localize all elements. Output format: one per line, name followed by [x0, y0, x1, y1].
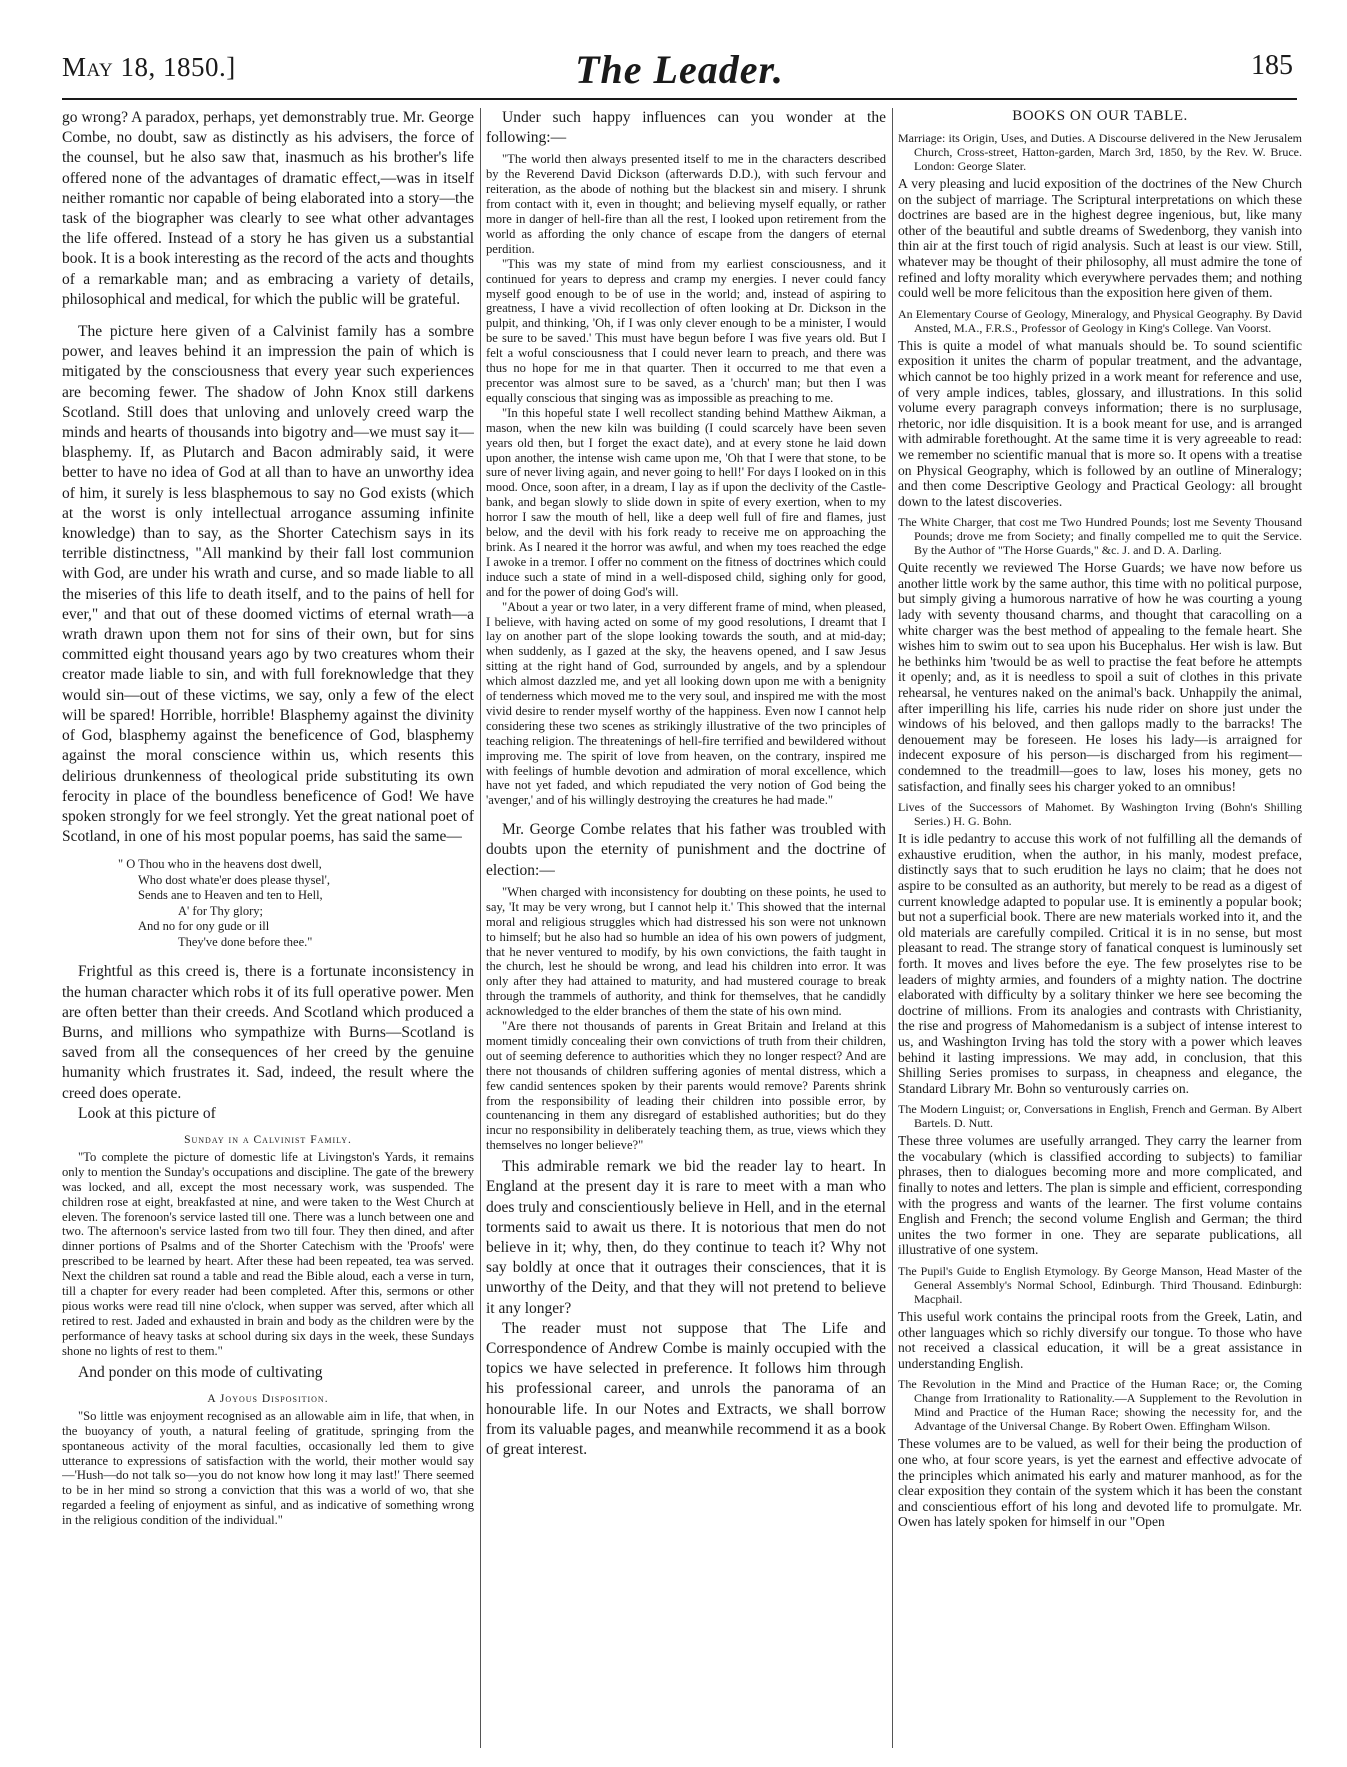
- book-title-entry: The Pupil's Guide to English Etymology. By George Manson, Head Master of the General Assembly's Normal School, Edinburgh. Third Thousand. Edinburgh: Macphail.: [898, 1264, 1302, 1307]
- paragraph: Under such happy influences can you wonder at the following:—: [486, 109, 886, 147]
- column-left: [62, 108, 474, 1748]
- column-middle: [486, 108, 886, 1748]
- column-right: [898, 108, 1302, 1748]
- paragraph: Mr. George Combe relates that his father was troubled with doubts upon the eternity of punishment and the doctrine of election:—: [486, 821, 886, 879]
- paragraph: Look at this picture of: [78, 1104, 216, 1122]
- poem-line: Who dost whate'er does please thysel',: [138, 872, 330, 887]
- paragraph: The picture here given of a Calvinist family has a sombre power, and leaves behind it an impression the pain of which is mitigated by the consciousness that every year such experiences are becoming fewer. The shadow of John Knox still darkens Scotland. Still does that unloving and unlovely creed warp the minds and hearts of thousands into bigotry and—we must say it—blasphemy. If, as Plutarch and Bacon admirably said, it were better to have no idea of God at all than to have an unworthy idea of him, it surely is less blasphemous to say no God exists (which at the worst is only intellectual arrogance assuming infinite knowledge) than to say, as the Shorter Catechism says in its terrible distinctness, "All mankind by their fall lost communion with God, are under his wrath and curse, and so made liable to all the miseries of this life to death itself, and to the pains of hell for ever," and that out of these doomed victims of eternal wrath—a wrath drawn upon them not for sins of their own, but for sins committed eight thousand years ago by two creatures whom their creator made liable to sin, and with full foreknowledge that they would sin—out of these victims, we say, only a few of the elect will be spared! Horrible, horrible! Blasphemy against the divinity of God, blasphemy against the beneficence of God, blasphemy against the moral conscience within us, which resents this delirious drunkenness of theological pride substituting its own ferocity in place of the boundless beneficence of God! We have spoken strongly for we feel strongly. Yet the great national poet of Scotland, in one of his most popular poems, has said the same—: [62, 323, 474, 846]
- book-title-entry: The White Charger, that cost me Two Hundred Pounds; lost me Seventy Thousand Pounds; drove me from Society; and finally compelled me to quit the Service. By the Author of "The Horse Guards," &c. J. and D. A. Darling.: [898, 515, 1302, 558]
- masthead: [62, 48, 1297, 100]
- poem-line: A' for Thy glory;: [178, 903, 263, 918]
- book-title-entry: Marriage: its Origin, Uses, and Duties. A Discourse delivered in the New Jerusalem Church, Cross-street, Hatton-garden, March 3rd, 1850, by the Rev. W. Bruce. London: George Slater.: [898, 131, 1302, 173]
- book-review: It is idle pedantry to accuse this work of not fulfilling all the demands of exhaustive erudition, when the author, in his manly, modest preface, distinctly says that to such erudition he lays no claim; that he does not aspire to be consulted as an authority, but merely to be read as a digest of current knowledge adapted to popular use. It is eminently a popular book; but not a superficial book. There are new materials worked into it, and the old materials are carefully compiled. Critical it is in no sense, but most pleasant to read. The strange story of fanatical conquest is luminously set forth. It moves and lives before the eye. The few proselytes rise to be leaders of mighty armies, and founders of a mighty nation. The doctrine elaborated with difficulty by a solitary thinker we here see becoming the doctrine of millions. From its analogies and contrasts with Christianity, the rise and progress of Mahomedanism is a subject of intense interest to us, and Washington Irving has told the story with a power which leaves behind it lasting impressions. We may add, in conclusion, that this Shilling Series promises to surpass, in cheapness and elegance, the Standard Library Mr. Bohn so venturously carries on.: [898, 831, 1302, 1096]
- poem-quote: [118, 857, 474, 950]
- section-subheading: A Joyous Disposition.: [207, 1392, 329, 1405]
- section-subheading: Sunday in a Calvinist Family.: [184, 1133, 352, 1146]
- poem-line: They've done before thee.": [178, 934, 313, 949]
- paragraph: This admirable remark we bid the reader lay to heart. In England at the present day it is rare to meet with a man who does truly and conscientiously believe in Hell, and in the eternal torments said to await us there. It is notorious that men do not believe in it; why, then, do they continue to teach it? Why not say boldly at once that it outrages their consciences, that it is unworthy of the Deity, and that they will not pretend to believe it any longer?: [486, 1158, 886, 1317]
- block-quote: "So little was enjoyment recognised as an allowable aim in life, that when, in the buoyancy of youth, a natural feeling of gratitude, springing from the spontaneous activity of the moral faculties, occasionally led them to give utterance to expressions of satisfaction with the world, their mother would say—'Hush—do not talk so—you do not know how long it may last!' There seemed to be in her mind so strong a conviction that this was a world of wo, that she regarded a feeling of enjoyment as sinful, and as indicative of something wrong in the religious condition of the individual.": [62, 1408, 474, 1528]
- newspaper-title: The Leader.: [575, 47, 784, 92]
- block-quote: "To complete the picture of domestic life at Livingston's Yards, it remains only to mention the Sunday's occupations and discipline. The gate of the brewery was locked, and all, except the most necessary work, was suspended. The children rose at eight, breakfasted at nine, and were taken to the West Church at eleven. The forenoon's service lasted till one. There was a lunch between one and two. The afternoon's service lasted from two till four. They then dined, and after dinner portions of Psalms and of the Shorter Catechism with the 'Proofs' were prescribed to be learned by heart. After these had been repeated, tea was served. Next the children sat round a table and read the Bible aloud, each a verse in turn, till a chapter for every reader had been completed. After this, sermons or other pious works were read till nine o'clock, when supper was served, after which all retired to rest. Jaded and exhausted in brain and body as the children were by the performance of heavy tasks at school during six days in the week, these Sundays shone no lights of rest to them.": [62, 1149, 474, 1358]
- block-quote: "In this hopeful state I well recollect standing behind Matthew Aikman, a mason, when the new kiln was building (I could scarcely have been seven years old then, but I forget the exact date), and at every stone he laid down upon another, the intense wish came upon me, 'Oh that I were that stone, to be sure of never living again, and never going to hell!' For days I looked on in this mood. Once, soon after, in a dream, I lay as if upon the declivity of the Castle-bank, and began slowly to slide down in spite of every exertion, when to my horror I saw the mouth of hell, like a deep well full of fire and flames, just below, and the devil with his fork ready to receive me on approaching the brink. As I neared it the horror was awful, and when my toes reached the edge I awoke in a tremor. I offer no comment on the fitness of doctrines which could induce such a state of mind in a well-disposed child, sighing only for good, and for the power of doing God's will.: [486, 405, 886, 599]
- paragraph: Frightful as this creed is, there is a fortunate inconsistency in the human character which robs it of its full operative power. Men are often better than their creeds. And Scotland which produced a Burns, and millions who sympathize with Burns—Scotland is saved from all the consequences of her creed by the genuine humanity which frustrates it. Sad, indeed, the result where the creed does operate.: [62, 963, 474, 1102]
- book-title-entry: The Revolution in the Mind and Practice of the Human Race; or, the Coming Change from Irrationality to Rationality.—A Supplement to the Revolution in Mind and Practice of the Human Race; showing the necessity for, and the Advantage of the Universal Change. By Robert Owen. Effingham Wilson.: [898, 1377, 1302, 1434]
- book-title-entry: Lives of the Successors of Mahomet. By Washington Irving (Bohn's Shilling Series.) H. G. Bohn.: [898, 800, 1302, 829]
- book-review: This useful work contains the principal roots from the Greek, Latin, and other languages which so richly diversify our tongue. To those who have not received a classical education, it will be a great assistance in understanding English.: [898, 1309, 1302, 1371]
- book-review: This is quite a model of what manuals should be. To sound scientific exposition it unites the charm of popular treatment, and the advantage, which cannot be too highly prized in a work meant for reference and use, of very ample indices, tables, glossary, and illustrations. In this solid volume every paragraph conveys information; there is no surplusage, rhetoric, nor idle disquisition. It is a book meant for use, and is arranged with admirable forethought. At the same time it is very agreeable to read: we remember no scientific manual that is more so. It opens with a treatise on Physical Geography, which is followed by an outline of Mineralogy; and then come Descriptive Geology and Practical Geology: all brought down to the latest discoveries.: [898, 337, 1302, 509]
- book-title-entry: An Elementary Course of Geology, Mineralogy, and Physical Geography. By David Ansted, M.A., F.R.S., Professor of Geology in King's College. Van Voorst.: [898, 306, 1302, 335]
- column-divider: [892, 108, 893, 1748]
- page-number: 185: [1251, 50, 1293, 81]
- poem-line: Sends ane to Heaven and ten to Hell,: [138, 888, 323, 903]
- books-heading: BOOKS ON OUR TABLE.: [1012, 108, 1188, 124]
- book-review: These volumes are to be valued, as well for their being the production of one who, at four score years, is yet the earnest and effective advocate of the principles which animated his early and maturer manhood, as for the clear exposition they contain of the system which it has been the constant and conscientious effort of his long and devoted life to promulgate. Mr. Owen has lately spoken for himself in our "Open: [898, 1436, 1302, 1530]
- issue-date: May 18, 1850.]: [62, 52, 236, 82]
- book-title-entry: The Modern Linguist; or, Conversations in English, French and German. By Albert Bartels. D. Nutt.: [898, 1102, 1302, 1131]
- poem-line: " O Thou who in the heavens dost dwell,: [118, 857, 322, 872]
- paragraph: The reader must not suppose that The Life and Correspondence of Andrew Combe is mainly occupied with the topics we have selected in preference. It follows him through his professional career, and unrols the panorama of an honourable life. In our Notes and Extracts, we shall borrow from its valuable pages, and meanwhile recommend it as a book of great interest.: [486, 1319, 886, 1459]
- book-review: Quite recently we reviewed The Horse Guards; we have now before us another little work by the same author, this time with no political purpose, but simply giving a humorous narrative of how he was courting a young lady with seventy thousand charms, and thought that caracolling on a white charger was the best method of appealing to the female heart. She wishes him to swim out to sea upon his Bucephalus. Her wish is law. But he bethinks him 'twould be as well to practise the feat before he attempts it openly; and, as it is needless to spoil a suit of clothes in this private rehearsal, he ventures naked on the animal's back. Unhappily the animal, after imperilling his life, carries his nude rider on shore just under the windows of his beloved, and then gallops madly to the barracks! The denouement may be foreseen. He loses his lady—is arraigned for indecent exposure of his person—is discharged from his regiment—condemned to the treadmill—goes to law, loses his money, gets no satisfaction, and finally sees his charger yoked to an omnibus!: [898, 560, 1302, 794]
- book-review: A very pleasing and lucid exposition of the doctrines of the New Church on the subject of marriage. The Scriptural interpretations on which these doctrines are based are in the highest degree ingenious, but, like many other of the beautiful and subtle dreams of Swedenborg, they vanish into thin air at the first touch of rigid analysis. Such at least is our view. Still, whatever may be thought of their philosophy, all must admire the tone of refined and lofty morality which everywhere pervades them; and nothing could well be more felicitous than the exposition here given of them.: [898, 176, 1302, 301]
- block-quote: "Are there not thousands of parents in Great Britain and Ireland at this moment timidly concealing their own convictions of truth from their children, out of seeming deference to authorities which they no longer respect? And are there not thousands of children suffering agonies of mental distress, which a few candid sentences spoken by their parents would remove? Parents shrink from the responsibility of leading their children into possible error, by countenancing in them any disregard of established authorities; but do they incur no responsibility in deliberately teaching them, as true, views which they themselves no longer believe?": [486, 1019, 886, 1153]
- book-review: These three volumes are usefully arranged. They carry the learner from the vocabulary (which is classified according to subjects) to familiar phrases, then to dialogues becoming more and more complicated, and finally to notes and letters. The plan is simple and efficient, corresponding with the progress and wants of the learner. The first volume contains English and French; the second volume English and German; the third unites the two former in one. They are separate publications, all illustrative of one system.: [898, 1133, 1302, 1258]
- poem-line: And no for ony gude or ill: [138, 919, 270, 934]
- column-divider: [480, 108, 481, 1748]
- paragraph: go wrong? A paradox, perhaps, yet demonstrably true. Mr. George Combe, no doubt, saw as distinctly as his advisers, the force of the counsel, but he also saw that, inasmuch as his brother's life offered none of the advantages of dramatic effect,—was in itself neither romantic nor capable of being elaborated into a story—the task of the biographer was clearly to see what other advantages the life offered. Instead of a story he has given us a substantial book. It is a book interesting as the record of the acts and thoughts of a remarkable man; and as embracing a variety of details, philosophical and medical, for which the public will be grateful.: [62, 109, 474, 308]
- block-quote: "This was my state of mind from my earliest consciousness, and it continued for years to depress and cramp my energies. I never could fancy myself good enough to be of use in the world; and, instead of aspiring to greatness, I have a vivid recollection of often looking at Dr. Dickson in the pulpit, and thinking, 'Oh, if I was only clever enough to be a minister, I would be sure to be saved.' This must have begun before I was five years old. But I felt a woful consciousness that I could never learn to preach, and there was thus no hope for me in that quarter. Then it occurred to me that even a precentor was almost sure to be saved, as a 'church' man; but then I was equally conscious that singing was as impossible as preaching to me.: [486, 256, 886, 405]
- block-quote: "When charged with inconsistency for doubting on these points, he used to say, 'It may be very wrong, but I cannot help it.' This showed that the internal moral and religious struggles which had distressed his son were not unknown to himself; but he also had so humble an idea of his own powers of judgment, that he never ventured to modify, by his own convictions, the faith taught in the church, lest he should be wrong, and lead his children into error. It was only after they had attained to maturity, and had mustered courage to break through the trammels of authority, and think for themselves, that he candidly acknowledged to the elder branches of them the state of his own mind.: [486, 884, 886, 1019]
- block-quote: "About a year or two later, in a very different frame of mind, when pleased, I believe, with having acted on some of my good resolutions, I dreamt that I lay on another part of the slope looking towards the south, and at mid-day; when suddenly, as I gazed at the sky, the heavens opened, and I saw Jesus sitting at the right hand of God, surrounded by angels, and by a splendour which almost dazzled me, and yet all looking down upon me with a benignity of tenderness which moved me to the very soul, and inspired me with the most vivid desire to render myself worthy of the happiness. Even now I cannot help considering these two scenes as strikingly illustrative of the two principles of teaching religion. The threatenings of hell-fire terrified and bewildered without improving me. The spirit of love from heaven, on the contrary, inspired me with feelings of humble devotion and admiration of moral excellence, which have not yet faded, and which repudiated the very notion of God being the 'avenger,' and of his willingly destroying the creatures he had made.": [486, 599, 886, 808]
- paragraph: And ponder on this mode of cultivating: [78, 1363, 323, 1381]
- block-quote: "The world then always presented itself to me in the characters described by the Reverend David Dickson (afterwards D.D.), with such fervour and reiteration, as the abode of nothing but the blackest sin and misery. I shrunk from contact with it, even in thought; and believing myself equally, or rather more in danger of hell-fire than all the rest, I looked upon retirement from the world as affording the only chance of escape from the dangers of eternal perdition.: [486, 152, 886, 256]
